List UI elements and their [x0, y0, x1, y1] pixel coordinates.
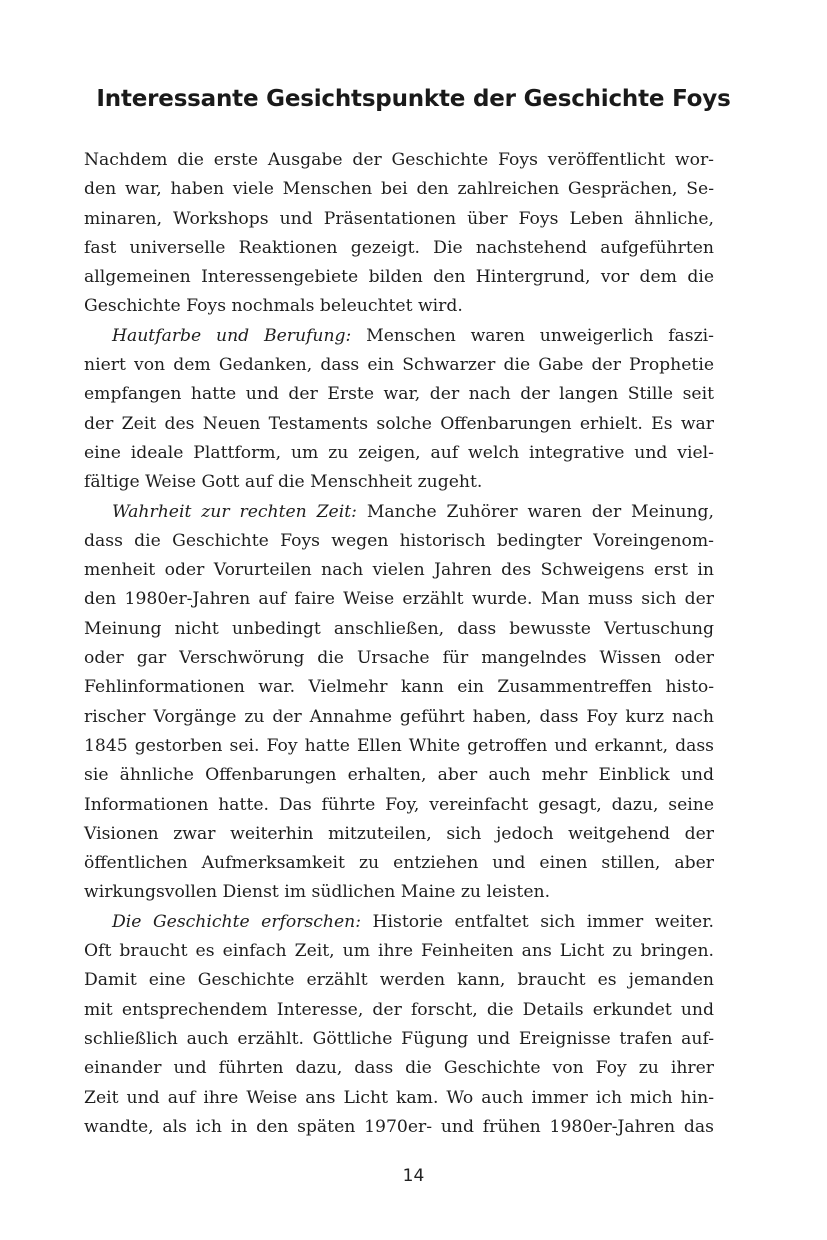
paragraph-lead: Die Geschichte erforschen: — [112, 911, 362, 932]
text-line: Fehlinformationen war. Vielmehr kann ein Zusammentreffen histo- — [84, 677, 714, 698]
text-line: oder gar Verschwörung die Ursache für mangelndes Wissen oder — [84, 648, 714, 669]
paragraph-first-line — [84, 908, 714, 937]
text-line: fast universelle Reaktionen gezeigt. Die nachstehend aufgeführten — [84, 237, 714, 258]
text-run: Manche Zuhörer waren der Meinung, — [356, 501, 714, 522]
text-line: niert von dem Gedanken, dass ein Schwarzer die Gabe der Prophetie — [84, 355, 714, 376]
text-line: allgemeinen Interessengebiete bilden den Hintergrund, vor dem die — [84, 267, 714, 288]
text-line: empfangen hatte und der Erste war, der nach der langen Stille seit — [84, 384, 714, 405]
text-line: Informationen hatte. Das führte Foy, vereinfacht gesagt, dazu, seine — [84, 794, 714, 815]
text-line: Visionen zwar weiterhin mitzuteilen, sich jedoch weitgehend der — [84, 823, 714, 844]
text-run: Historie entfaltet sich immer weiter. — [361, 911, 714, 932]
page-number: 14 — [402, 1166, 425, 1186]
text-line: fältige Weise Gott auf die Menschheit zugeht. — [84, 472, 483, 493]
text-line: mit entsprechendem Interesse, der forscht, die Details erkundet und — [84, 999, 714, 1020]
text-line: menheit oder Vorurteilen nach vielen Jahren des Schweigens erst in — [84, 560, 714, 581]
text-line: schließlich auch erzählt. Göttliche Fügung und Ereignisse trafen auf- — [84, 1028, 714, 1049]
text-line: Meinung nicht unbedingt anschließen, dass bewusste Vertuschung — [84, 618, 714, 639]
text-line: minaren, Workshops und Präsentationen über Foys Leben ähnliche, — [84, 208, 714, 229]
body-text — [84, 146, 714, 1142]
text-line: der Zeit des Neuen Testaments solche Offenbarungen erhielt. Es war — [84, 413, 714, 434]
paragraph-lead: Hautfarbe und Berufung: — [112, 325, 352, 346]
text-line: den 1980er-Jahren auf faire Weise erzählt wurde. Man muss sich der — [84, 589, 714, 610]
text-line: einander und führten dazu, dass die Geschichte von Foy zu ihrer — [84, 1058, 714, 1079]
text-line: Oft braucht es einfach Zeit, um ihre Feinheiten ans Licht zu bringen. — [84, 941, 714, 962]
text-line: eine ideale Plattform, um zu zeigen, auf welch integrative und viel- — [84, 442, 714, 463]
text-line: sie ähnliche Offenbarungen erhalten, aber auch mehr Einblick und — [84, 765, 714, 786]
text-line: wandte, als ich in den späten 1970er- und frühen 1980er-Jahren das — [84, 1116, 714, 1137]
text-line: Nachdem die erste Ausgabe der Geschichte Foys veröffentlicht wor- — [84, 150, 714, 170]
text-line: Damit eine Geschichte erzählt werden kann, braucht es jemanden — [84, 970, 714, 991]
text-line: Geschichte Foys nochmals beleuchtet wird. — [84, 296, 463, 317]
text-line: wirkungsvollen Dienst im südlichen Maine zu leisten. — [84, 882, 551, 903]
text-run: Menschen waren unweigerlich faszi- — [351, 325, 714, 346]
text-line: öffentlichen Aufmerksamkeit zu entziehen und einen stillen, aber — [84, 853, 714, 874]
text-line: Zeit und auf ihre Weise ans Licht kam. Wo auch immer ich mich hin- — [84, 1087, 714, 1108]
paragraph-first-line — [84, 322, 714, 351]
text-line: rischer Vorgänge zu der Annahme geführt haben, dass Foy kurz nach — [84, 706, 714, 727]
text-line: den war, haben viele Menschen bei den zahlreichen Gesprächen, Se- — [84, 179, 714, 200]
paragraph-first-line — [84, 498, 714, 527]
text-line: dass die Geschichte Foys wegen historisch bedingter Voreingenom- — [84, 530, 714, 551]
text-line: 1845 gestorben sei. Foy hatte Ellen White getroffen und erkannt, dass — [84, 735, 714, 756]
paragraph-lead: Wahrheit zur rechten Zeit: — [112, 501, 357, 522]
chapter-title: Interessante Gesichtspunkte der Geschichte Foys — [96, 86, 731, 112]
